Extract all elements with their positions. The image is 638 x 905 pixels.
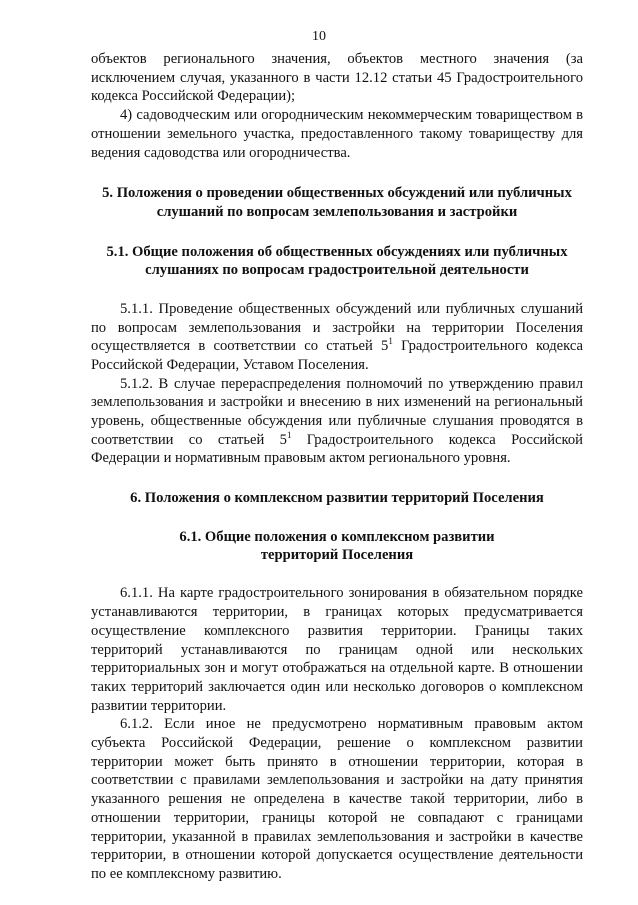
- document-body: [91, 50, 583, 884]
- section-6-1-heading-line-1: 6.1. Общие положения о комплексном развитии: [179, 528, 495, 545]
- article-superscript: 1: [388, 336, 393, 347]
- article-superscript: 1: [286, 429, 292, 440]
- paragraph-5-1-2: [91, 375, 583, 469]
- paragraph-5-1-2-text-end: Градостроительного кодекса Российской Федерации и нормативным правовым актом регионального уровня.: [91, 431, 583, 467]
- paragraph-5-1-1: [91, 300, 583, 375]
- paragraph-6-1-1: 6.1.1. На карте градостроительного зонирования в обязательном порядке устанавливаются территории, в границах которых предусматривается осуществление комплексного развития территории. Границы таких территорий устанавливаются по границам одной или нескольких территориальных зон и могут отображаться на отдельной карте. В отношении таких территорий заключается один или несколько договоров о комплексном развитии территории.: [91, 585, 583, 714]
- paragraph-6-1-2: 6.1.2. Если иное не предусмотрено нормативным правовым актом субъекта Российской Федерации, решение о комплексном развитии территории может быть принято в отношении территории, которая в соответствии с правилами землепользования и застройки на дату принятия указанного решения не определена в качестве такой территории, либо в отношении территории, границы которой не совпадают с границами территории, указанной в правилах землепользования и застройки в качестве территории, в отношении которой допускается осуществление деятельности по ее комплексному развитию.: [91, 716, 583, 882]
- paragraph-5-1-2-text: 5.1.2. В случае перераспределения полномочий по утверждению правил землепользования и застройки и внесению в них изменений на региональный уровень, общественные обсуждения или публичные слушания проводятся в соответствии со статьей 5: [91, 375, 583, 448]
- page-number: 10: [312, 29, 326, 44]
- paragraph-5-1-1-text-end: Градостроительного кодекса Российской Федерации, Уставом Поселения.: [91, 338, 583, 373]
- paragraph-5-1-1-text: 5.1.1. Проведение общественных обсуждений или публичных слушаний по вопросам землепользования и застройки на территории Поселения осуществляется в соответствии со статьей 5: [91, 300, 583, 355]
- section-5-1-heading: 5.1. Общие положения об общественных обсуждениях или публичных слушаниях по вопросам градостроительной деятельности: [106, 244, 568, 279]
- intro-paragraph-2: 4) садоводческим или огородническим некоммерческим товариществом в отношении земельного участка, предоставленного такому товариществу для ведения садоводства или огородничества.: [91, 107, 583, 161]
- section-6-heading: 6. Положения о комплексном развитии территорий Поселения: [130, 490, 544, 507]
- section-5-heading: 5. Положения о проведении общественных обсуждений или публичных слушаний по вопросам землепользования и застройки: [102, 185, 572, 220]
- intro-paragraph-1: объектов регионального значения, объектов местного значения (за исключением случая, указанного в части 12.12 статьи 45 Градостроительного кодекса Российской Федерации);: [91, 51, 583, 105]
- section-6-1-heading-line-2: территорий Поселения: [260, 546, 414, 563]
- section-6-1-heading: [91, 528, 583, 565]
